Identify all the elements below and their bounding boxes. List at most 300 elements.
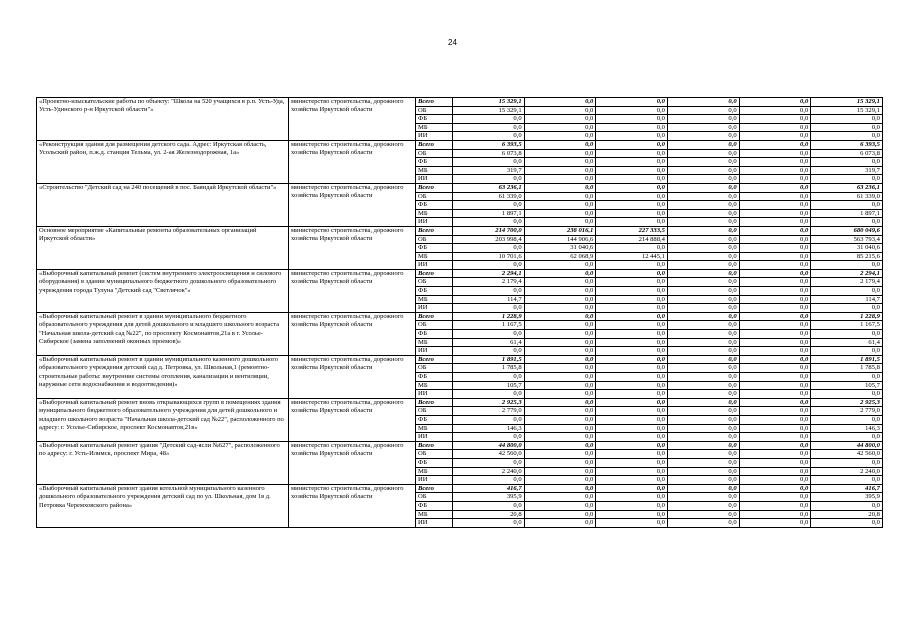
total-value-cell: 1 785,8 bbox=[811, 364, 883, 373]
value-cell: 0,0 bbox=[524, 295, 596, 304]
value-cell: 0,0 bbox=[524, 484, 596, 493]
table-row bbox=[37, 98, 883, 107]
total-value-cell: 42 560,0 bbox=[811, 450, 883, 459]
activity-description: «Реконструкция здания для размещения детского сада. Адрес: Иркутская область, Усольский район, п.ж.д. станция Тельма, ул. 2-ая Железнодорожная, 1а» bbox=[37, 140, 289, 183]
value-cell: 0,0 bbox=[596, 98, 668, 107]
value-cell: 146,3 bbox=[453, 424, 525, 433]
value-cell: 0,0 bbox=[524, 493, 596, 502]
value-cell: 0,0 bbox=[667, 278, 739, 287]
value-cell: 0,0 bbox=[453, 261, 525, 270]
value-cell: 0,0 bbox=[739, 347, 811, 356]
total-value-cell: 20,8 bbox=[811, 510, 883, 519]
responsible-executor: министерство строительства, дорожного хозяйства Иркутской области bbox=[289, 269, 416, 312]
value-cell: 416,7 bbox=[453, 484, 525, 493]
table-row bbox=[37, 183, 883, 192]
funding-source-label: Всего bbox=[416, 441, 453, 450]
value-cell: 0,0 bbox=[596, 476, 668, 485]
funding-source-label: Всего bbox=[416, 226, 453, 235]
value-cell: 0,0 bbox=[596, 510, 668, 519]
funding-source-label: ФБ bbox=[416, 458, 453, 467]
funding-source-label: ОБ bbox=[416, 364, 453, 373]
total-value-cell: 0,0 bbox=[811, 304, 883, 313]
value-cell: 31 040,6 bbox=[524, 244, 596, 253]
funding-source-label: ИИ bbox=[416, 390, 453, 399]
value-cell: 0,0 bbox=[596, 330, 668, 339]
value-cell: 0,0 bbox=[596, 364, 668, 373]
value-cell: 0,0 bbox=[524, 373, 596, 382]
value-cell: 0,0 bbox=[524, 123, 596, 132]
value-cell: 0,0 bbox=[739, 304, 811, 313]
value-cell: 0,0 bbox=[524, 261, 596, 270]
value-cell: 0,0 bbox=[596, 132, 668, 141]
value-cell: 0,0 bbox=[739, 140, 811, 149]
funding-source-label: ИИ bbox=[416, 433, 453, 442]
value-cell: 0,0 bbox=[596, 493, 668, 502]
total-value-cell: 416,7 bbox=[811, 484, 883, 493]
value-cell: 0,0 bbox=[596, 398, 668, 407]
value-cell: 0,0 bbox=[667, 235, 739, 244]
table-row bbox=[37, 312, 883, 321]
value-cell: 0,0 bbox=[596, 218, 668, 227]
value-cell: 0,0 bbox=[739, 98, 811, 107]
value-cell: 0,0 bbox=[453, 433, 525, 442]
total-value-cell: 395,9 bbox=[811, 493, 883, 502]
value-cell: 0,0 bbox=[596, 390, 668, 399]
value-cell: 0,0 bbox=[739, 355, 811, 364]
value-cell: 0,0 bbox=[596, 149, 668, 158]
value-cell: 0,0 bbox=[453, 501, 525, 510]
value-cell: 0,0 bbox=[596, 321, 668, 330]
table-row bbox=[37, 398, 883, 407]
value-cell: 0,0 bbox=[524, 347, 596, 356]
total-value-cell: 0,0 bbox=[811, 201, 883, 210]
total-value-cell: 0,0 bbox=[811, 261, 883, 270]
funding-source-label: Всего bbox=[416, 355, 453, 364]
value-cell: 0,0 bbox=[739, 467, 811, 476]
total-value-cell: 15 329,1 bbox=[811, 106, 883, 115]
value-cell: 0,0 bbox=[739, 192, 811, 201]
value-cell: 0,0 bbox=[596, 355, 668, 364]
value-cell: 238 016,1 bbox=[524, 226, 596, 235]
responsible-executor: министерство строительства, дорожного хозяйства Иркутской области bbox=[289, 312, 416, 355]
total-value-cell: 0,0 bbox=[811, 347, 883, 356]
total-value-cell: 0,0 bbox=[811, 218, 883, 227]
value-cell: 42 560,0 bbox=[453, 450, 525, 459]
value-cell: 105,7 bbox=[453, 381, 525, 390]
total-value-cell: 1 167,5 bbox=[811, 321, 883, 330]
responsible-executor: министерство строительства, дорожного хозяйства Иркутской области bbox=[289, 355, 416, 398]
value-cell: 0,0 bbox=[524, 183, 596, 192]
value-cell: 0,0 bbox=[596, 347, 668, 356]
value-cell: 0,0 bbox=[524, 450, 596, 459]
value-cell: 0,0 bbox=[596, 201, 668, 210]
funding-source-label: ФБ bbox=[416, 158, 453, 167]
value-cell: 0,0 bbox=[667, 415, 739, 424]
value-cell: 0,0 bbox=[596, 433, 668, 442]
value-cell: 0,0 bbox=[596, 312, 668, 321]
value-cell: 0,0 bbox=[596, 467, 668, 476]
funding-source-label: МБ bbox=[416, 381, 453, 390]
value-cell: 0,0 bbox=[524, 149, 596, 158]
value-cell: 0,0 bbox=[739, 364, 811, 373]
funding-source-label: ФБ bbox=[416, 330, 453, 339]
value-cell: 0,0 bbox=[739, 115, 811, 124]
value-cell: 6 073,8 bbox=[453, 149, 525, 158]
responsible-executor: министерство строительства, дорожного хозяйства Иркутской области bbox=[289, 398, 416, 441]
funding-source-label: ИИ bbox=[416, 519, 453, 528]
total-value-cell: 2 294,1 bbox=[811, 269, 883, 278]
value-cell: 0,0 bbox=[667, 261, 739, 270]
total-value-cell: 0,0 bbox=[811, 330, 883, 339]
value-cell: 0,0 bbox=[667, 364, 739, 373]
value-cell: 0,0 bbox=[596, 501, 668, 510]
value-cell: 0,0 bbox=[596, 192, 668, 201]
value-cell: 0,0 bbox=[453, 373, 525, 382]
value-cell: 0,0 bbox=[596, 415, 668, 424]
funding-source-label: МБ bbox=[416, 252, 453, 261]
value-cell: 0,0 bbox=[596, 441, 668, 450]
funding-source-label: Всего bbox=[416, 269, 453, 278]
value-cell: 0,0 bbox=[596, 140, 668, 149]
value-cell: 0,0 bbox=[667, 373, 739, 382]
value-cell: 0,0 bbox=[739, 106, 811, 115]
total-value-cell: 6 393,5 bbox=[811, 140, 883, 149]
value-cell: 0,0 bbox=[739, 321, 811, 330]
total-value-cell: 0,0 bbox=[811, 476, 883, 485]
value-cell: 0,0 bbox=[739, 493, 811, 502]
table-row bbox=[37, 484, 883, 493]
value-cell: 0,0 bbox=[739, 183, 811, 192]
value-cell: 0,0 bbox=[453, 458, 525, 467]
value-cell: 63 236,1 bbox=[453, 183, 525, 192]
value-cell: 0,0 bbox=[524, 192, 596, 201]
funding-source-label: ОБ bbox=[416, 493, 453, 502]
total-value-cell: 0,0 bbox=[811, 175, 883, 184]
funding-source-label: ИИ bbox=[416, 175, 453, 184]
value-cell: 0,0 bbox=[667, 295, 739, 304]
value-cell: 0,0 bbox=[524, 407, 596, 416]
value-cell: 0,0 bbox=[453, 175, 525, 184]
funding-source-label: ИИ bbox=[416, 218, 453, 227]
funding-source-label: ОБ bbox=[416, 450, 453, 459]
value-cell: 0,0 bbox=[667, 218, 739, 227]
value-cell: 0,0 bbox=[453, 244, 525, 253]
value-cell: 0,0 bbox=[739, 218, 811, 227]
value-cell: 0,0 bbox=[596, 304, 668, 313]
total-value-cell: 0,0 bbox=[811, 132, 883, 141]
value-cell: 0,0 bbox=[596, 209, 668, 218]
value-cell: 0,0 bbox=[453, 330, 525, 339]
value-cell: 0,0 bbox=[739, 424, 811, 433]
value-cell: 214 700,0 bbox=[453, 226, 525, 235]
value-cell: 0,0 bbox=[596, 158, 668, 167]
value-cell: 0,0 bbox=[524, 330, 596, 339]
value-cell: 0,0 bbox=[524, 433, 596, 442]
value-cell: 0,0 bbox=[524, 321, 596, 330]
value-cell: 0,0 bbox=[667, 175, 739, 184]
value-cell: 0,0 bbox=[524, 424, 596, 433]
total-value-cell: 680 049,6 bbox=[811, 226, 883, 235]
total-value-cell: 2 779,0 bbox=[811, 407, 883, 416]
table-row bbox=[37, 269, 883, 278]
value-cell: 0,0 bbox=[596, 183, 668, 192]
value-cell: 0,0 bbox=[667, 467, 739, 476]
value-cell: 0,0 bbox=[739, 166, 811, 175]
value-cell: 0,0 bbox=[453, 287, 525, 296]
funding-source-label: МБ bbox=[416, 209, 453, 218]
responsible-executor: министерство строительства, дорожного хозяйства Иркутской области bbox=[289, 140, 416, 183]
value-cell: 0,0 bbox=[453, 390, 525, 399]
value-cell: 0,0 bbox=[667, 115, 739, 124]
total-value-cell: 2 925,3 bbox=[811, 398, 883, 407]
value-cell: 0,0 bbox=[667, 355, 739, 364]
value-cell: 0,0 bbox=[596, 175, 668, 184]
value-cell: 0,0 bbox=[739, 407, 811, 416]
value-cell: 0,0 bbox=[739, 390, 811, 399]
value-cell: 0,0 bbox=[739, 312, 811, 321]
value-cell: 144 906,6 bbox=[524, 235, 596, 244]
value-cell: 0,0 bbox=[667, 132, 739, 141]
value-cell: 0,0 bbox=[596, 519, 668, 528]
total-value-cell: 0,0 bbox=[811, 123, 883, 132]
value-cell: 0,0 bbox=[596, 244, 668, 253]
value-cell: 0,0 bbox=[667, 338, 739, 347]
funding-source-label: Всего bbox=[416, 398, 453, 407]
value-cell: 0,0 bbox=[739, 330, 811, 339]
value-cell: 0,0 bbox=[667, 347, 739, 356]
value-cell: 0,0 bbox=[739, 415, 811, 424]
value-cell: 0,0 bbox=[524, 355, 596, 364]
activity-description: «Строительство "Детский сад на 240 посещений в пос. Баяндай Иркутской области"» bbox=[37, 183, 289, 226]
value-cell: 0,0 bbox=[667, 312, 739, 321]
value-cell: 0,0 bbox=[596, 424, 668, 433]
value-cell: 0,0 bbox=[667, 493, 739, 502]
responsible-executor: министерство строительства, дорожного хозяйства Иркутской области bbox=[289, 98, 416, 141]
value-cell: 0,0 bbox=[524, 304, 596, 313]
value-cell: 0,0 bbox=[739, 226, 811, 235]
total-value-cell: 44 800,0 bbox=[811, 441, 883, 450]
value-cell: 0,0 bbox=[524, 312, 596, 321]
value-cell: 44 800,0 bbox=[453, 441, 525, 450]
value-cell: 0,0 bbox=[524, 218, 596, 227]
value-cell: 2 925,3 bbox=[453, 398, 525, 407]
value-cell: 0,0 bbox=[524, 338, 596, 347]
total-value-cell: 105,7 bbox=[811, 381, 883, 390]
funding-source-label: МБ bbox=[416, 467, 453, 476]
responsible-executor: министерство строительства, дорожного хозяйства Иркутской области bbox=[289, 441, 416, 484]
value-cell: 20,8 bbox=[453, 510, 525, 519]
value-cell: 0,0 bbox=[739, 476, 811, 485]
funding-source-label: ФБ bbox=[416, 501, 453, 510]
value-cell: 0,0 bbox=[667, 106, 739, 115]
funding-source-label: Всего bbox=[416, 98, 453, 107]
value-cell: 0,0 bbox=[667, 390, 739, 399]
value-cell: 0,0 bbox=[667, 98, 739, 107]
value-cell: 12 445,1 bbox=[596, 252, 668, 261]
value-cell: 0,0 bbox=[524, 398, 596, 407]
value-cell: 0,0 bbox=[667, 424, 739, 433]
value-cell: 0,0 bbox=[524, 415, 596, 424]
value-cell: 0,0 bbox=[596, 115, 668, 124]
value-cell: 0,0 bbox=[667, 484, 739, 493]
value-cell: 0,0 bbox=[524, 158, 596, 167]
total-value-cell: 0,0 bbox=[811, 433, 883, 442]
budget-table bbox=[36, 97, 883, 528]
value-cell: 0,0 bbox=[667, 321, 739, 330]
total-value-cell: 563 793,4 bbox=[811, 235, 883, 244]
total-value-cell: 319,7 bbox=[811, 166, 883, 175]
funding-source-label: МБ bbox=[416, 338, 453, 347]
funding-source-label: ФБ bbox=[416, 115, 453, 124]
value-cell: 2 779,0 bbox=[453, 407, 525, 416]
value-cell: 0,0 bbox=[524, 364, 596, 373]
total-value-cell: 85 215,6 bbox=[811, 252, 883, 261]
value-cell: 0,0 bbox=[739, 381, 811, 390]
value-cell: 0,0 bbox=[453, 201, 525, 210]
table-row bbox=[37, 226, 883, 235]
funding-source-label: ОБ bbox=[416, 149, 453, 158]
value-cell: 0,0 bbox=[453, 415, 525, 424]
funding-source-label: ИИ bbox=[416, 347, 453, 356]
activity-description: «Выборочный капитальный ремонт (систем внутреннего электроосвещения и силового оборудования) в здании муниципального бюджетного дошкольного образовательного учреждения города Тулуна "Детский сад "Светлячок"» bbox=[37, 269, 289, 312]
value-cell: 0,0 bbox=[596, 278, 668, 287]
value-cell: 0,0 bbox=[596, 381, 668, 390]
value-cell: 0,0 bbox=[667, 450, 739, 459]
value-cell: 0,0 bbox=[453, 347, 525, 356]
value-cell: 0,0 bbox=[667, 304, 739, 313]
total-value-cell: 0,0 bbox=[811, 115, 883, 124]
value-cell: 0,0 bbox=[739, 287, 811, 296]
value-cell: 0,0 bbox=[667, 287, 739, 296]
value-cell: 0,0 bbox=[524, 441, 596, 450]
table-row bbox=[37, 140, 883, 149]
value-cell: 15 329,1 bbox=[453, 98, 525, 107]
total-value-cell: 0,0 bbox=[811, 158, 883, 167]
value-cell: 0,0 bbox=[739, 484, 811, 493]
value-cell: 0,0 bbox=[453, 218, 525, 227]
value-cell: 0,0 bbox=[524, 175, 596, 184]
funding-source-label: МБ bbox=[416, 123, 453, 132]
funding-source-label: ОБ bbox=[416, 192, 453, 201]
value-cell: 0,0 bbox=[596, 338, 668, 347]
funding-source-label: МБ bbox=[416, 295, 453, 304]
funding-source-label: ИИ bbox=[416, 132, 453, 141]
value-cell: 0,0 bbox=[524, 501, 596, 510]
funding-source-label: ФБ bbox=[416, 287, 453, 296]
value-cell: 0,0 bbox=[667, 244, 739, 253]
total-value-cell: 2 179,4 bbox=[811, 278, 883, 287]
value-cell: 0,0 bbox=[667, 330, 739, 339]
value-cell: 0,0 bbox=[667, 398, 739, 407]
total-value-cell: 0,0 bbox=[811, 373, 883, 382]
value-cell: 0,0 bbox=[667, 519, 739, 528]
value-cell: 0,0 bbox=[453, 304, 525, 313]
value-cell: 0,0 bbox=[453, 132, 525, 141]
total-value-cell: 114,7 bbox=[811, 295, 883, 304]
value-cell: 0,0 bbox=[524, 98, 596, 107]
total-value-cell: 0,0 bbox=[811, 519, 883, 528]
value-cell: 0,0 bbox=[667, 501, 739, 510]
value-cell: 0,0 bbox=[739, 123, 811, 132]
funding-source-label: ИИ bbox=[416, 261, 453, 270]
value-cell: 0,0 bbox=[524, 201, 596, 210]
funding-source-label: Всего bbox=[416, 484, 453, 493]
funding-source-label: ИИ bbox=[416, 304, 453, 313]
value-cell: 0,0 bbox=[739, 209, 811, 218]
value-cell: 10 701,6 bbox=[453, 252, 525, 261]
value-cell: 0,0 bbox=[667, 158, 739, 167]
value-cell: 0,0 bbox=[596, 123, 668, 132]
value-cell: 0,0 bbox=[739, 158, 811, 167]
value-cell: 0,0 bbox=[524, 381, 596, 390]
value-cell: 0,0 bbox=[667, 510, 739, 519]
value-cell: 0,0 bbox=[453, 519, 525, 528]
value-cell: 0,0 bbox=[667, 123, 739, 132]
value-cell: 0,0 bbox=[667, 269, 739, 278]
value-cell: 0,0 bbox=[739, 149, 811, 158]
value-cell: 0,0 bbox=[596, 166, 668, 175]
value-cell: 0,0 bbox=[667, 149, 739, 158]
value-cell: 1 897,1 bbox=[453, 209, 525, 218]
value-cell: 203 998,4 bbox=[453, 235, 525, 244]
table-row bbox=[37, 441, 883, 450]
funding-source-label: МБ bbox=[416, 424, 453, 433]
value-cell: 0,0 bbox=[596, 407, 668, 416]
total-value-cell: 0,0 bbox=[811, 287, 883, 296]
responsible-executor: министерство строительства, дорожного хозяйства Иркутской области bbox=[289, 183, 416, 226]
activity-description: «Выборочный капитальный ремонт в здании муниципального бюджетного образовательного учреждения для детей дошкольного и младшего школьного возраста "Начальная школа-детский сад №22", по проспекту Космонавтов,21а в г. Усолье-Сибирское (замена заполнений оконных проемов)» bbox=[37, 312, 289, 355]
value-cell: 0,0 bbox=[739, 519, 811, 528]
total-value-cell: 0,0 bbox=[811, 390, 883, 399]
funding-source-label: ОБ bbox=[416, 278, 453, 287]
activity-description: «Проектно-изыскательские работы по объекту: "Школа на 520 учащихся в р.п. Усть-Уда, Усть-Удинского р-н Иркутской области"» bbox=[37, 98, 289, 141]
funding-source-label: ОБ bbox=[416, 235, 453, 244]
value-cell: 0,0 bbox=[596, 106, 668, 115]
value-cell: 1 167,5 bbox=[453, 321, 525, 330]
value-cell: 2 240,0 bbox=[453, 467, 525, 476]
total-value-cell: 2 240,0 bbox=[811, 467, 883, 476]
value-cell: 0,0 bbox=[739, 201, 811, 210]
value-cell: 0,0 bbox=[739, 450, 811, 459]
value-cell: 0,0 bbox=[453, 476, 525, 485]
value-cell: 319,7 bbox=[453, 166, 525, 175]
total-value-cell: 0,0 bbox=[811, 415, 883, 424]
value-cell: 0,0 bbox=[667, 407, 739, 416]
value-cell: 0,0 bbox=[524, 287, 596, 296]
value-cell: 0,0 bbox=[524, 132, 596, 141]
value-cell: 0,0 bbox=[524, 106, 596, 115]
total-value-cell: 15 329,1 bbox=[811, 98, 883, 107]
value-cell: 0,0 bbox=[739, 235, 811, 244]
value-cell: 0,0 bbox=[667, 252, 739, 261]
value-cell: 0,0 bbox=[524, 269, 596, 278]
value-cell: 0,0 bbox=[524, 467, 596, 476]
value-cell: 0,0 bbox=[524, 476, 596, 485]
funding-source-label: ОБ bbox=[416, 407, 453, 416]
value-cell: 0,0 bbox=[667, 183, 739, 192]
value-cell: 1 785,8 bbox=[453, 364, 525, 373]
value-cell: 0,0 bbox=[667, 166, 739, 175]
value-cell: 214 888,4 bbox=[596, 235, 668, 244]
value-cell: 0,0 bbox=[596, 373, 668, 382]
value-cell: 0,0 bbox=[739, 261, 811, 270]
value-cell: 0,0 bbox=[524, 209, 596, 218]
value-cell: 0,0 bbox=[596, 450, 668, 459]
value-cell: 0,0 bbox=[596, 261, 668, 270]
value-cell: 114,7 bbox=[453, 295, 525, 304]
funding-source-label: ФБ bbox=[416, 201, 453, 210]
funding-source-label: ФБ bbox=[416, 415, 453, 424]
